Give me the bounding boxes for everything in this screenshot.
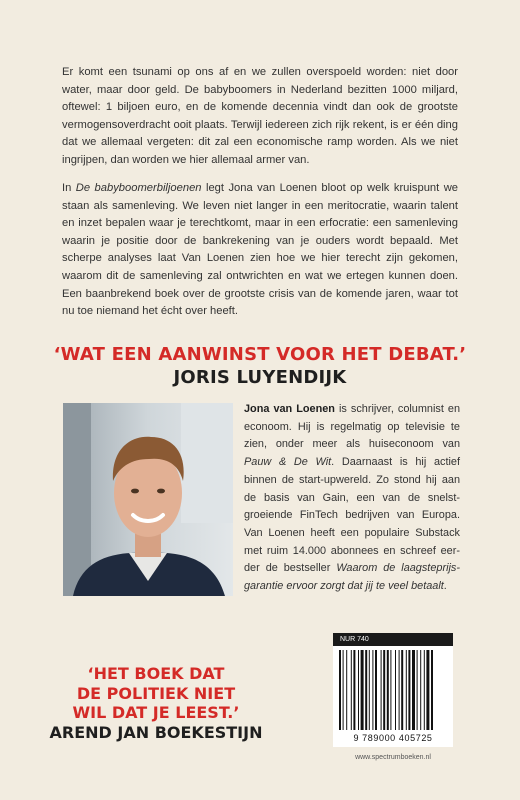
author-photo [63, 403, 233, 596]
quote-bottom-author: AREND JAN BOEKESTIJN [49, 722, 263, 742]
author-name: Jona van Loenen [244, 403, 335, 415]
author-photo-graphic [63, 403, 233, 596]
quote-top-author: JORIS LUYENDIJK [173, 367, 347, 388]
book-title: De babyboomerbiljoenen [75, 182, 202, 194]
bio-text-1: is schrijver, columnist en econoom. Hij is regelmatig op televisie te zien, onder meer als huiseconoom van [244, 403, 461, 451]
intro-paragraph-2 [62, 180, 458, 321]
tv-show-title: Pauw & De Wit [244, 456, 332, 469]
publisher-website: www.spectrumboeken.nl [355, 754, 431, 761]
barcode-bars [339, 650, 447, 730]
nur-label: NUR 740 [333, 633, 453, 646]
bio-text-3: . [443, 580, 447, 593]
quote-bottom-line-2: DE POLITIEK NIET [76, 683, 236, 703]
quote-bottom [0, 664, 312, 742]
intro-paragraph-1: Er komt een tsunami op ons af en we zullen overspoeld worden: niet door water, maar door geld. De babyboomers in Nederland bezitten 1000 miljard, oftewel: 1 biljoen euro, en de komende decennia vindt dan ook de grootste vermogensoverdracht ooit plaats. Terwijl iedereen zich rijk rekent, is er één ding dat we allemaal vergeten: dit zal een economische ramp worden. Als we niet ingrijpen, dan worden we hier allemaal armer van. [62, 66, 458, 166]
quote-top [0, 343, 520, 389]
previous-book-title: Waarom de laagsteprijsgarantie ervoor zorgt dat jij te veel betaalt [244, 562, 460, 593]
isbn-number: 9 789000 405725 [353, 733, 433, 743]
intro-p2-lead: In [62, 182, 76, 194]
quote-bottom-line-3: WIL DAT JE LEEST.’ [72, 703, 240, 722]
quote-bottom-line-1: ‘HET BOEK DAT [87, 664, 225, 683]
quote-top-text: ‘WAT EEN AANWINST VOOR HET DEBAT.’ [53, 344, 467, 365]
barcode-box [333, 633, 453, 747]
bio-text-2: . Daarnaast is hij actief binnen de start-upwereld. Zo stond hij aan de basis van Gain, een van de snelstgroeiende FinTech bedrijven van Europa. Van Loenen heeft een populaire Substack met ruim 14.000 abonnees en schreef eerder de bestseller [244, 456, 461, 575]
intro-p2-rest: legt Jona van Loenen bloot op welk kruispunt we staan als samenleving. We leven niet langer in een meritocratie, waarin talent en inzet bepalen waar je terechtkomt, maar in een erfocratie: een samenleving waarin je positie door de bankrekening van je ouders wordt bepaald. Met scherpe analyses laat Van Loenen zien hoe we hier terecht zijn gekomen, waarom dit de samenleving zal ontwrichten en wat we ertegen kunnen doen. Een baanbrekend boek over de grootste crisis van de komende jaren, waar tot nu toe niemand het écht over heeft. [62, 182, 458, 318]
author-bio [244, 401, 460, 596]
